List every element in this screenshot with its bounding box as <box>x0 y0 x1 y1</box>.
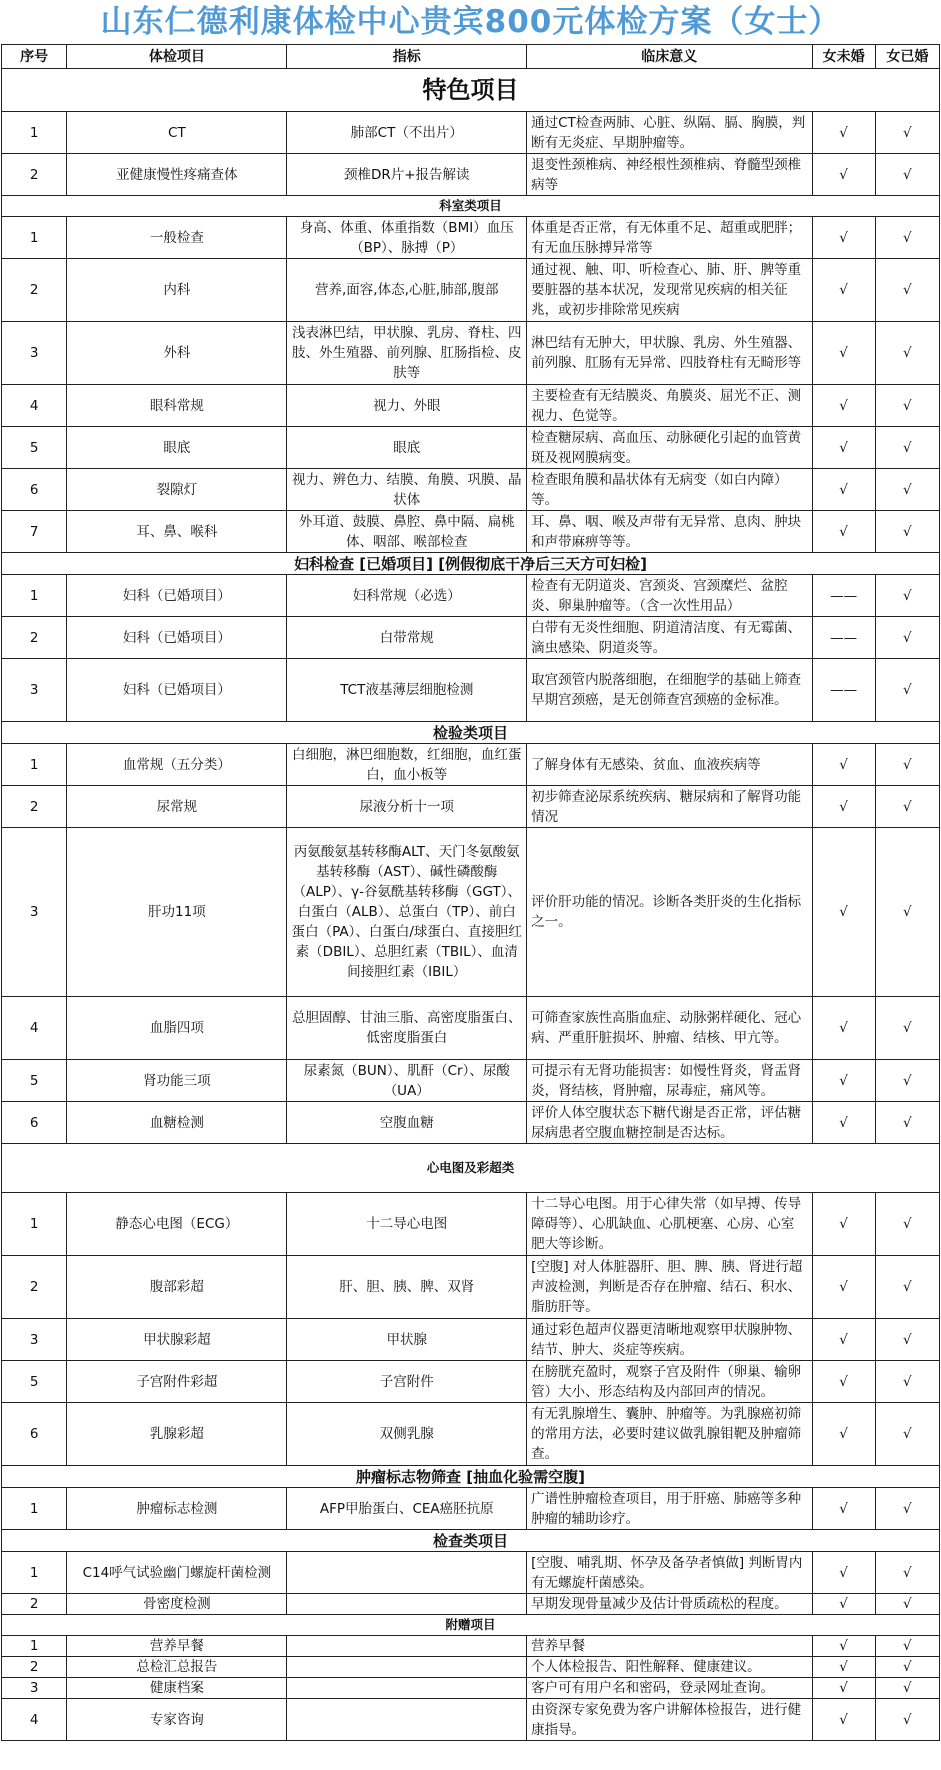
exam-item: C14呼气试验幽门螺旋杆菌检测 <box>67 1552 287 1594</box>
table-row <box>2 1594 940 1615</box>
section-row <box>2 722 940 744</box>
exam-item: 内科 <box>67 259 287 322</box>
unmarried-mark: √ <box>812 1552 875 1594</box>
section-title: 检查类项目 <box>2 1530 940 1552</box>
exam-index: TCT液基薄层细胞检测 <box>287 659 527 722</box>
unmarried-mark: √ <box>812 1636 875 1657</box>
married-mark: √ <box>875 322 939 385</box>
section-title: 妇科检查 [已婚项目] [例假彻底干净后三天方可妇检] <box>2 553 940 575</box>
unmarried-mark: √ <box>812 259 875 322</box>
table-row <box>2 1403 940 1466</box>
row-number: 2 <box>2 1594 67 1615</box>
section-title: 特色项目 <box>2 69 940 112</box>
exam-item: 总检汇总报告 <box>67 1657 287 1678</box>
clinical-meaning: 早期发现骨量减少及估计骨质疏松的程度。 <box>527 1594 812 1615</box>
section-row <box>2 1144 940 1193</box>
exam-index: 外耳道、鼓膜、鼻腔、鼻中隔、扁桃体、咽部、喉部检查 <box>287 511 527 553</box>
unmarried-mark: √ <box>812 1060 875 1102</box>
exam-item: 健康档案 <box>67 1678 287 1699</box>
clinical-meaning: 评价人体空腹状态下糖代谢是否正常，评估糖尿病患者空腹血糖控制是否达标。 <box>527 1102 812 1144</box>
row-number: 5 <box>2 427 67 469</box>
exam-item: 外科 <box>67 322 287 385</box>
row-number: 1 <box>2 575 67 617</box>
married-mark: √ <box>875 1256 939 1319</box>
unmarried-mark: √ <box>812 1102 875 1144</box>
section-title: 检验类项目 <box>2 722 940 744</box>
row-number: 4 <box>2 385 67 427</box>
unmarried-mark: √ <box>812 1403 875 1466</box>
exam-item: 骨密度检测 <box>67 1594 287 1615</box>
married-mark: √ <box>875 1699 939 1741</box>
clinical-meaning: 耳、鼻、咽、喉及声带有无异常、息肉、肿块和声带麻痹等等。 <box>527 511 812 553</box>
header-index: 指标 <box>287 45 527 69</box>
exam-index: 双侧乳腺 <box>287 1403 527 1466</box>
clinical-meaning: 主要检查有无结膜炎、角膜炎、屈光不正、测视力、色觉等。 <box>527 385 812 427</box>
row-number: 2 <box>2 786 67 828</box>
clinical-meaning: 通过彩色超声仪器更清晰地观察甲状腺肿物、结节、肿大、炎症等疾病。 <box>527 1319 812 1361</box>
row-number: 7 <box>2 511 67 553</box>
married-mark: √ <box>875 1102 939 1144</box>
unmarried-mark: —— <box>812 659 875 722</box>
table-row <box>2 1678 940 1699</box>
clinical-meaning: 由资深专家免费为客户讲解体检报告，进行健康指导。 <box>527 1699 812 1741</box>
married-mark: √ <box>875 154 939 196</box>
exam-plan-table <box>1 44 940 1741</box>
unmarried-mark: √ <box>812 1256 875 1319</box>
exam-item: 妇科（已婚项目） <box>67 659 287 722</box>
row-number: 5 <box>2 1361 67 1403</box>
exam-index: 视力、外眼 <box>287 385 527 427</box>
row-number: 1 <box>2 744 67 786</box>
table-row <box>2 786 940 828</box>
exam-item: 营养早餐 <box>67 1636 287 1657</box>
exam-index: 浅表淋巴结，甲状腺、乳房、脊柱、四肢、外生殖器、前列腺、肛肠指检、皮肤等 <box>287 322 527 385</box>
married-mark: √ <box>875 1060 939 1102</box>
married-mark: √ <box>875 1193 939 1256</box>
header-meaning: 临床意义 <box>527 45 812 69</box>
row-number: 6 <box>2 1403 67 1466</box>
clinical-meaning: 白带有无炎性细胞、阴道清洁度、有无霉菌、滴虫感染、阴道炎等。 <box>527 617 812 659</box>
table-row <box>2 427 940 469</box>
unmarried-mark: √ <box>812 112 875 154</box>
clinical-meaning: 广谱性肿瘤检查项目，用于肝癌、肺癌等多种肿瘤的辅助诊疗。 <box>527 1488 812 1530</box>
section-title: 附赠项目 <box>2 1615 940 1636</box>
clinical-meaning: 初步筛查泌尿系统疾病、糖尿病和了解肾功能情况 <box>527 786 812 828</box>
married-mark: √ <box>875 1319 939 1361</box>
exam-item: 肝功11项 <box>67 828 287 997</box>
unmarried-mark: √ <box>812 469 875 511</box>
unmarried-mark: √ <box>812 997 875 1060</box>
table-row <box>2 112 940 154</box>
exam-item: 眼科常规 <box>67 385 287 427</box>
exam-item: 一般检查 <box>67 217 287 259</box>
married-mark: √ <box>875 575 939 617</box>
married-mark: √ <box>875 1361 939 1403</box>
unmarried-mark: —— <box>812 575 875 617</box>
exam-item: 腹部彩超 <box>67 1256 287 1319</box>
header-unmarried: 女未婚 <box>812 45 875 69</box>
exam-index: 子宫附件 <box>287 1361 527 1403</box>
section-title: 心电图及彩超类 <box>2 1144 940 1193</box>
exam-index: 丙氨酸氨基转移酶ALT、天门冬氨酸氨基转移酶（AST）、碱性磷酸酶（ALP）、γ-谷氨酰基转移酶（GGT）、白蛋白（ALB）、总蛋白（TP）、前白蛋白（PA）、白蛋白/球蛋白、直接胆红素（DBIL）、总胆红素（TBIL）、血清间接胆红素（IBIL） <box>287 828 527 997</box>
exam-item: 专家咨询 <box>67 1699 287 1741</box>
table-row <box>2 1699 940 1741</box>
exam-index <box>287 1657 527 1678</box>
clinical-meaning: 十二导心电图。用于心律失常（如早搏、传导障碍等）、心肌缺血、心肌梗塞、心房、心室肥大等诊断。 <box>527 1193 812 1256</box>
table-row <box>2 1488 940 1530</box>
exam-index: 视力、辨色力、结膜、角膜、巩膜、晶状体 <box>287 469 527 511</box>
row-number: 3 <box>2 322 67 385</box>
section-row <box>2 553 940 575</box>
unmarried-mark: √ <box>812 1488 875 1530</box>
section-row <box>2 1530 940 1552</box>
row-number: 3 <box>2 1319 67 1361</box>
exam-index: 眼底 <box>287 427 527 469</box>
table-row <box>2 617 940 659</box>
table-row <box>2 1636 940 1657</box>
header-married: 女已婚 <box>875 45 939 69</box>
married-mark: √ <box>875 1636 939 1657</box>
married-mark: √ <box>875 1678 939 1699</box>
clinical-meaning: 检查糖尿病、高血压、动脉硬化引起的血管黄斑及视网膜病变。 <box>527 427 812 469</box>
exam-item: CT <box>67 112 287 154</box>
page-title: 山东仁德利康体检中心贵宾800元体检方案（女士） <box>100 4 841 40</box>
header-no: 序号 <box>2 45 67 69</box>
row-number: 2 <box>2 154 67 196</box>
exam-item: 亚健康慢性疼痛查体 <box>67 154 287 196</box>
unmarried-mark: √ <box>812 1594 875 1615</box>
exam-item: 肾功能三项 <box>67 1060 287 1102</box>
unmarried-mark: √ <box>812 154 875 196</box>
married-mark: √ <box>875 1657 939 1678</box>
exam-item: 乳腺彩超 <box>67 1403 287 1466</box>
exam-item: 妇科（已婚项目） <box>67 575 287 617</box>
exam-index: 空腹血糖 <box>287 1102 527 1144</box>
clinical-meaning: 可提示有无肾功能损害：如慢性肾炎，肾盂肾炎，肾结核，肾肿瘤，尿毒症，痛风等。 <box>527 1060 812 1102</box>
clinical-meaning: 淋巴结有无肿大，甲状腺、乳房、外生殖器、前列腺、肛肠有无异常、四肢脊柱有无畸形等 <box>527 322 812 385</box>
exam-index: 营养,面容,体态,心脏,肺部,腹部 <box>287 259 527 322</box>
unmarried-mark: —— <box>812 617 875 659</box>
row-number: 1 <box>2 112 67 154</box>
married-mark: √ <box>875 259 939 322</box>
row-number: 1 <box>2 1488 67 1530</box>
exam-index: 肝、胆、胰、脾、双肾 <box>287 1256 527 1319</box>
row-number: 2 <box>2 617 67 659</box>
table-row <box>2 385 940 427</box>
clinical-meaning: 退变性颈椎病、神经根性颈椎病、脊髓型颈椎病等 <box>527 154 812 196</box>
section-row <box>2 1615 940 1636</box>
table-row <box>2 1657 940 1678</box>
section-title: 肿瘤标志物筛查 [抽血化验需空腹] <box>2 1466 940 1488</box>
unmarried-mark: √ <box>812 427 875 469</box>
header-row <box>2 45 940 69</box>
table-row <box>2 1060 940 1102</box>
unmarried-mark: √ <box>812 1319 875 1361</box>
table-row <box>2 322 940 385</box>
exam-item: 眼底 <box>67 427 287 469</box>
married-mark: √ <box>875 385 939 427</box>
exam-item: 尿常规 <box>67 786 287 828</box>
table-row <box>2 469 940 511</box>
exam-item: 血脂四项 <box>67 997 287 1060</box>
row-number: 1 <box>2 1636 67 1657</box>
unmarried-mark: √ <box>812 511 875 553</box>
clinical-meaning: 可筛查家族性高脂血症、动脉粥样硬化、冠心病、严重肝脏损坏、肿瘤、结核、甲亢等。 <box>527 997 812 1060</box>
clinical-meaning: 了解身体有无感染、贫血、血液疾病等 <box>527 744 812 786</box>
clinical-meaning: 有无乳腺增生、囊肿、肿瘤等。为乳腺癌初筛的常用方法，必要时建议做乳腺钼靶及肿瘤筛查。 <box>527 1403 812 1466</box>
table-row <box>2 659 940 722</box>
clinical-meaning: 个人体检报告、阳性解释、健康建议。 <box>527 1657 812 1678</box>
table-row <box>2 217 940 259</box>
clinical-meaning: 营养早餐 <box>527 1636 812 1657</box>
exam-item: 静态心电图（ECG） <box>67 1193 287 1256</box>
unmarried-mark: √ <box>812 217 875 259</box>
clinical-meaning: 客户可有用户名和密码，登录网址查询。 <box>527 1678 812 1699</box>
row-number: 2 <box>2 1256 67 1319</box>
header-item: 体检项目 <box>67 45 287 69</box>
clinical-meaning: [空腹、哺乳期、怀孕及备孕者慎做] 判断胃内有无螺旋杆菌感染。 <box>527 1552 812 1594</box>
clinical-meaning: 通过视、触、叩、听检查心、肺、肝、脾等重要脏器的基本状况，发现常见疾病的相关征兆，或初步排除常见疾病 <box>527 259 812 322</box>
section-row <box>2 69 940 112</box>
table-body <box>2 69 940 1741</box>
exam-item: 耳、鼻、喉科 <box>67 511 287 553</box>
clinical-meaning: 通过CT检查两肺、心脏、纵隔、膈、胸膜，判断有无炎症、早期肿瘤等。 <box>527 112 812 154</box>
row-number: 3 <box>2 659 67 722</box>
married-mark: √ <box>875 469 939 511</box>
row-number: 3 <box>2 828 67 997</box>
exam-index: 尿素氮（BUN）、肌酐（Cr）、尿酸（UA） <box>287 1060 527 1102</box>
row-number: 1 <box>2 1193 67 1256</box>
row-number: 6 <box>2 469 67 511</box>
table-row <box>2 1361 940 1403</box>
exam-item: 裂隙灯 <box>67 469 287 511</box>
exam-index: 妇科常规（必选） <box>287 575 527 617</box>
unmarried-mark: √ <box>812 744 875 786</box>
married-mark: √ <box>875 217 939 259</box>
table-row <box>2 1552 940 1594</box>
row-number: 6 <box>2 1102 67 1144</box>
exam-index: 白细胞，淋巴细胞数，红细胞，血红蛋白，血小板等 <box>287 744 527 786</box>
table-row <box>2 575 940 617</box>
section-row <box>2 1466 940 1488</box>
exam-index <box>287 1594 527 1615</box>
clinical-meaning: 取宫颈管内脱落细胞，在细胞学的基础上筛查早期宫颈癌，是无创筛查宫颈癌的金标准。 <box>527 659 812 722</box>
unmarried-mark: √ <box>812 1657 875 1678</box>
exam-index: 肺部CT（不出片） <box>287 112 527 154</box>
section-title: 科室类项目 <box>2 196 940 217</box>
exam-item: 血糖检测 <box>67 1102 287 1144</box>
exam-index: 甲状腺 <box>287 1319 527 1361</box>
unmarried-mark: √ <box>812 1678 875 1699</box>
row-number: 1 <box>2 1552 67 1594</box>
exam-item: 血常规（五分类） <box>67 744 287 786</box>
married-mark: √ <box>875 997 939 1060</box>
exam-item: 子宫附件彩超 <box>67 1361 287 1403</box>
row-number: 4 <box>2 997 67 1060</box>
row-number: 3 <box>2 1678 67 1699</box>
clinical-meaning: 检查眼角膜和晶状体有无病变（如白内障）等。 <box>527 469 812 511</box>
table-row <box>2 828 940 997</box>
exam-index: 尿液分析十一项 <box>287 786 527 828</box>
clinical-meaning: 体重是否正常，有无体重不足、超重或肥胖；有无血压脉搏异常等 <box>527 217 812 259</box>
married-mark: √ <box>875 659 939 722</box>
exam-item: 妇科（已婚项目） <box>67 617 287 659</box>
exam-index <box>287 1552 527 1594</box>
row-number: 2 <box>2 1657 67 1678</box>
clinical-meaning: 检查有无阴道炎、宫颈炎、宫颈糜烂、盆腔炎、卵巢肿瘤等。（含一次性用品） <box>527 575 812 617</box>
table-row <box>2 1319 940 1361</box>
row-number: 2 <box>2 259 67 322</box>
unmarried-mark: √ <box>812 385 875 427</box>
table-row <box>2 259 940 322</box>
exam-index <box>287 1678 527 1699</box>
exam-item: 甲状腺彩超 <box>67 1319 287 1361</box>
table-row <box>2 744 940 786</box>
unmarried-mark: √ <box>812 1699 875 1741</box>
section-row <box>2 196 940 217</box>
exam-item: 肿瘤标志检测 <box>67 1488 287 1530</box>
married-mark: √ <box>875 786 939 828</box>
exam-index <box>287 1699 527 1741</box>
exam-index: 十二导心电图 <box>287 1193 527 1256</box>
table-row <box>2 1193 940 1256</box>
clinical-meaning: 在膀胱充盈时，观察子宫及附件（卵巢、输卵管）大小、形态结构及内部回声的情况。 <box>527 1361 812 1403</box>
unmarried-mark: √ <box>812 828 875 997</box>
exam-index: 身高、体重、体重指数（BMI）血压（BP）、脉搏（P） <box>287 217 527 259</box>
row-number: 1 <box>2 217 67 259</box>
row-number: 4 <box>2 1699 67 1741</box>
exam-index: 颈椎DR片+报告解读 <box>287 154 527 196</box>
married-mark: √ <box>875 617 939 659</box>
unmarried-mark: √ <box>812 322 875 385</box>
unmarried-mark: √ <box>812 786 875 828</box>
married-mark: √ <box>875 1403 939 1466</box>
married-mark: √ <box>875 744 939 786</box>
table-row <box>2 1256 940 1319</box>
married-mark: √ <box>875 427 939 469</box>
exam-index: 白带常规 <box>287 617 527 659</box>
married-mark: √ <box>875 1552 939 1594</box>
clinical-meaning: 评价肝功能的情况。诊断各类肝炎的生化指标之一。 <box>527 828 812 997</box>
table-row <box>2 1102 940 1144</box>
clinical-meaning: [空腹] 对人体脏器肝、胆、脾、胰、肾进行超声波检测，判断是否存在肿瘤、结石、积水、脂肪肝等。 <box>527 1256 812 1319</box>
married-mark: √ <box>875 1594 939 1615</box>
table-row <box>2 997 940 1060</box>
unmarried-mark: √ <box>812 1361 875 1403</box>
exam-index <box>287 1636 527 1657</box>
table-row <box>2 154 940 196</box>
table-row <box>2 511 940 553</box>
exam-index: AFP甲胎蛋白、CEA癌胚抗原 <box>287 1488 527 1530</box>
unmarried-mark: √ <box>812 1193 875 1256</box>
married-mark: √ <box>875 828 939 997</box>
row-number: 5 <box>2 1060 67 1102</box>
married-mark: √ <box>875 1488 939 1530</box>
exam-index: 总胆固醇、甘油三脂、高密度脂蛋白、低密度脂蛋白 <box>287 997 527 1060</box>
married-mark: √ <box>875 511 939 553</box>
married-mark: √ <box>875 112 939 154</box>
